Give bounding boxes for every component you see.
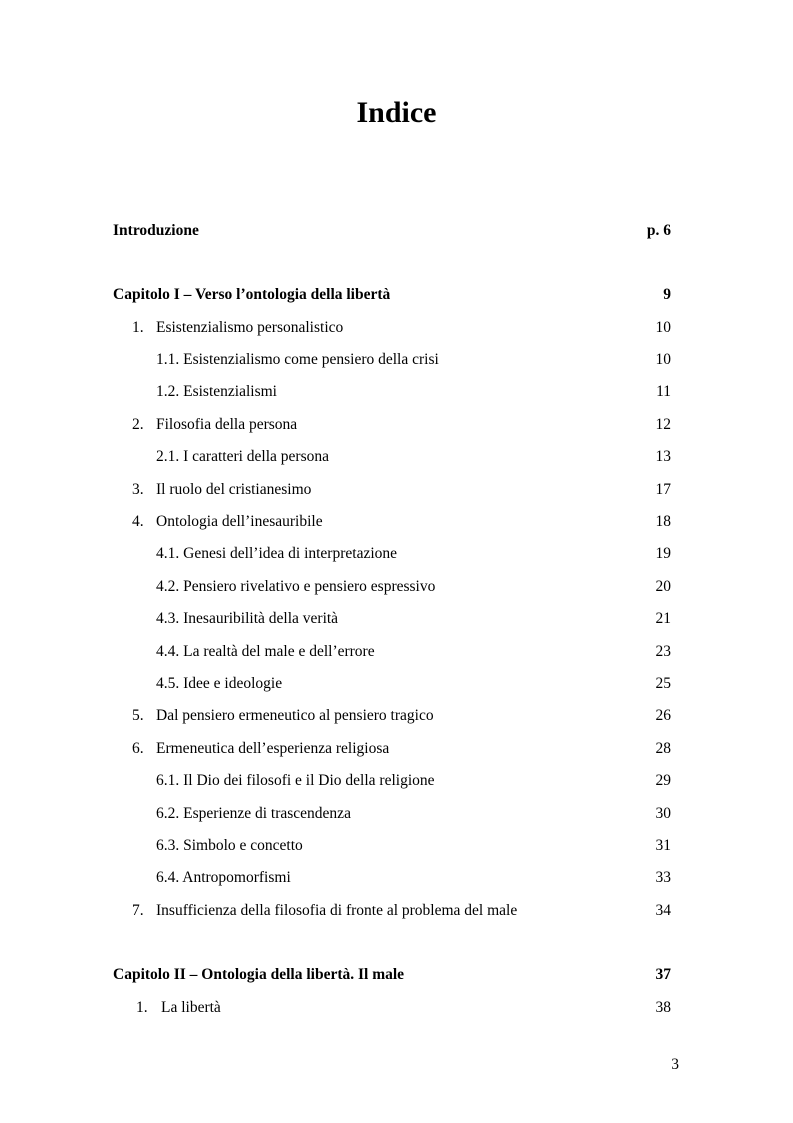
toc-entry-label: 1.2. Esistenzialismi — [156, 383, 277, 400]
toc-entry-page: 30 — [655, 805, 671, 822]
toc-entry-number: 4. — [132, 513, 144, 530]
toc-entry-number: 1. — [136, 999, 148, 1016]
toc-entry-chapter-2[interactable] — [0, 963, 793, 987]
toc-entry-number: 6. — [132, 740, 144, 757]
toc-entry-label: Filosofia della persona — [156, 416, 298, 433]
toc-entry-subsection[interactable] — [0, 575, 793, 599]
toc-entry-page: 31 — [655, 837, 671, 854]
toc-entry-section[interactable] — [0, 478, 793, 502]
toc-entry-number: 3. — [132, 481, 144, 498]
toc-entry-page: 33 — [655, 869, 671, 886]
toc-entry-label: Ontologia dell’inesauribile — [156, 513, 323, 530]
toc-entry-section[interactable] — [0, 996, 793, 1020]
toc-entry-number: 1. — [132, 319, 144, 336]
toc-entry-label: 4.4. La realtà del male e dell’errore — [156, 643, 375, 660]
toc-entry-page: 38 — [655, 999, 671, 1016]
toc-entry-page: 28 — [655, 740, 671, 757]
toc-entry-page: 23 — [655, 643, 671, 660]
toc-entry-page: p. 6 — [646, 222, 671, 239]
toc-entry-number: 5. — [132, 707, 144, 724]
toc-entry-subsection[interactable] — [0, 834, 793, 858]
toc-entry-label: 4.2. Pensiero rivelativo e pensiero espressivo — [156, 578, 436, 595]
toc-entry-label: 6.4. Antropomorfismi — [156, 869, 291, 886]
toc-entry-label: Insufficienza della filosofia di fronte al problema del male — [156, 902, 518, 919]
toc-entry-label: Introduzione — [113, 222, 199, 239]
toc-entry-introduzione[interactable] — [0, 219, 793, 243]
toc-entry-label: 4.3. Inesauribilità della verità — [156, 610, 339, 627]
toc-entry-page: 13 — [655, 448, 671, 465]
toc-entry-label: 1.1. Esistenzialismo come pensiero della crisi — [156, 351, 439, 368]
toc-entry-page: 10 — [655, 319, 671, 336]
toc-entry-label: Ermeneutica dell’esperienza religiosa — [156, 740, 390, 757]
toc-entry-label: 6.2. Esperienze di trascendenza — [156, 805, 351, 822]
toc-entry-page: 29 — [655, 772, 671, 789]
toc-entry-number: 2. — [132, 416, 144, 433]
toc-entry-subsection[interactable] — [0, 542, 793, 566]
toc-entry-section[interactable] — [0, 413, 793, 437]
toc-entry-page: 21 — [655, 610, 671, 627]
toc-entry-page: 10 — [655, 351, 671, 368]
toc-entry-subsection[interactable] — [0, 866, 793, 890]
toc-entry-chapter-1[interactable] — [0, 283, 793, 307]
toc-entry-page: 19 — [655, 545, 671, 562]
toc-entry-label: Capitolo I – Verso l’ontologia della libertà — [113, 286, 391, 303]
page-number: 3 — [671, 1056, 679, 1073]
toc-entry-section[interactable] — [0, 737, 793, 761]
toc-entry-subsection[interactable] — [0, 672, 793, 696]
toc-entry-subsection[interactable] — [0, 380, 793, 404]
toc-entry-subsection[interactable] — [0, 607, 793, 631]
toc-entry-label: 2.1. I caratteri della persona — [156, 448, 329, 465]
page-title: Indice — [356, 96, 437, 129]
toc-entry-number: 7. — [132, 902, 144, 919]
toc-entry-label: 6.3. Simbolo e concetto — [156, 837, 303, 854]
toc-entry-page: 26 — [655, 707, 671, 724]
toc-entry-page: 20 — [655, 578, 671, 595]
toc-entry-subsection[interactable] — [0, 348, 793, 372]
toc-entry-section[interactable] — [0, 316, 793, 340]
toc-entry-subsection[interactable] — [0, 445, 793, 469]
toc-entry-label: Capitolo II – Ontologia della libertà. Il male — [113, 966, 405, 983]
toc-entry-section[interactable] — [0, 510, 793, 534]
toc-entry-page: 11 — [656, 383, 671, 400]
toc-entry-label: La libertà — [161, 999, 221, 1016]
toc-entry-label: 4.5. Idee e ideologie — [156, 675, 283, 692]
toc-entry-label: Esistenzialismo personalistico — [156, 319, 344, 336]
toc-entry-subsection[interactable] — [0, 802, 793, 826]
toc-entry-page: 9 — [663, 286, 671, 303]
toc-entry-section[interactable] — [0, 899, 793, 923]
toc-entry-label: Dal pensiero ermeneutico al pensiero tragico — [156, 707, 434, 724]
toc-entry-page: 34 — [655, 902, 671, 919]
toc-entry-label: 6.1. Il Dio dei filosofi e il Dio della religione — [156, 772, 435, 789]
toc-entry-subsection[interactable] — [0, 640, 793, 664]
toc-entry-page: 37 — [655, 966, 671, 983]
toc-entry-label: 4.1. Genesi dell’idea di interpretazione — [156, 545, 398, 562]
toc-entry-page: 18 — [655, 513, 671, 530]
toc-entry-page: 12 — [655, 416, 671, 433]
toc-entry-page: 25 — [655, 675, 671, 692]
toc-entry-section[interactable] — [0, 704, 793, 728]
toc-entry-page: 17 — [655, 481, 671, 498]
toc-entry-label: Il ruolo del cristianesimo — [156, 481, 312, 498]
toc-entry-subsection[interactable] — [0, 769, 793, 793]
